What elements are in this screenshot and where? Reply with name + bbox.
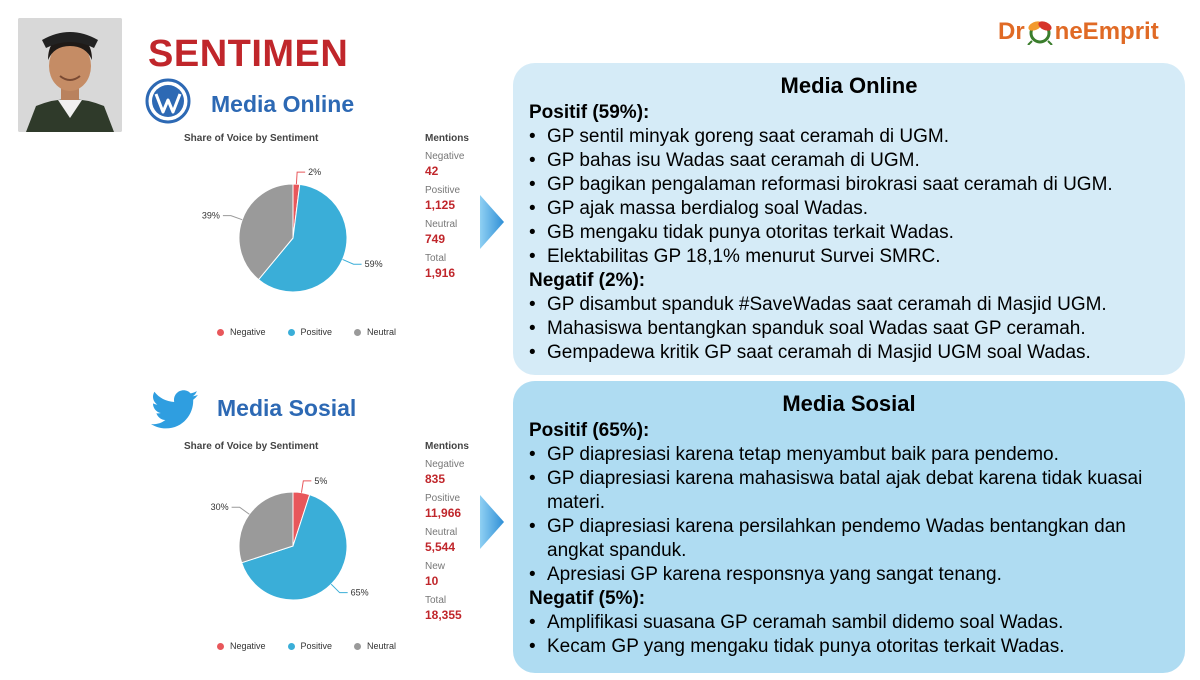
drone-emprit-logo	[998, 18, 1159, 46]
pie-leader-line-positive	[331, 584, 347, 592]
negative-list-sosial	[529, 611, 1169, 659]
mention-label: Positive	[425, 493, 461, 504]
legend-dot-positive	[288, 643, 295, 650]
legend-sosial	[217, 641, 396, 651]
mention-label: Negative	[425, 459, 465, 470]
mention-value: 5,544	[425, 540, 456, 554]
list-item: • GP bahas isu Wadas saat ceramah di UGM.	[529, 149, 1169, 173]
legend-online	[217, 327, 396, 337]
list-item: • Gempadewa kritik GP saat ceramah di Masjid UGM soal Wadas.	[529, 341, 1169, 365]
pie-label-positive: 65%	[350, 587, 369, 598]
arrow-right-icon	[478, 493, 506, 551]
avatar	[18, 18, 122, 132]
list-item: • Amplifikasi suasana GP ceramah sambil didemo soal Wadas.	[529, 611, 1169, 635]
positive-heading-sosial: Positif (65%):	[529, 420, 650, 441]
legend-item-negative	[217, 327, 266, 337]
logo-text-pre: Dr	[998, 18, 1025, 45]
pie-chart-online	[190, 162, 390, 312]
pie-leader-line-neutral	[232, 507, 250, 514]
legend-dot-negative	[217, 329, 224, 336]
list-item: • Elektabilitas GP 18,1% menurut Survei SMRC.	[529, 245, 1169, 269]
box-title-sosial: Media Sosial	[782, 391, 916, 416]
pie-leader-line-positive	[343, 259, 362, 264]
list-item: • GP sentil minyak goreng saat ceramah di UGM.	[529, 125, 1169, 149]
wordpress-icon	[145, 78, 191, 124]
list-item: • Apresiasi GP karena responsnya yang sangat tenang.	[529, 563, 1169, 587]
positive-list-online	[529, 125, 1169, 269]
list-item: • Mahasiswa bentangkan spanduk soal Wadas saat GP ceramah.	[529, 317, 1169, 341]
legend-dot-positive	[288, 329, 295, 336]
twitter-icon	[150, 390, 200, 430]
pie-label-positive: 59%	[364, 259, 383, 270]
mention-label: Total	[425, 595, 447, 606]
legend-item-positive	[288, 327, 333, 337]
pie-label-negative: 5%	[314, 475, 328, 486]
mentions-header: Mentions	[425, 133, 469, 144]
media-sosial-box	[513, 381, 1185, 673]
mention-label: Negative	[425, 151, 465, 162]
mention-value: 10	[425, 574, 439, 588]
pie-label-neutral: 39%	[201, 210, 220, 221]
chart-title-online: Share of Voice by Sentiment	[184, 133, 319, 144]
legend-label: Negative	[230, 327, 266, 337]
list-item: • GP disambut spanduk #SaveWadas saat ceramah di Masjid UGM.	[529, 293, 1169, 317]
mention-value: 18,355	[425, 608, 462, 622]
chart-title-sosial: Share of Voice by Sentiment	[184, 441, 319, 452]
pie-chart-sosial	[190, 470, 390, 620]
arrow-right-icon	[478, 193, 506, 251]
media-online-box	[513, 63, 1185, 375]
list-item: • GP diapresiasi karena persilahkan pendemo Wadas bentangkan dan angkat spanduk.	[529, 515, 1169, 563]
mention-label: Neutral	[425, 219, 458, 230]
list-item: • GP ajak massa berdialog soal Wadas.	[529, 197, 1169, 221]
mention-value: 1,125	[425, 198, 456, 212]
negative-heading-online: Negatif (2%):	[529, 270, 646, 291]
positive-heading-online: Positif (59%):	[529, 102, 650, 123]
box-title-online: Media Online	[780, 73, 918, 98]
mention-value: 11,966	[425, 506, 462, 520]
pie-label-negative: 2%	[308, 167, 322, 178]
mention-value: 42	[425, 164, 439, 178]
section-label-online: Media Online	[211, 91, 355, 117]
legend-label: Negative	[230, 641, 266, 651]
list-item: • GB mengaku tidak punya otoritas terkait Wadas.	[529, 221, 1169, 245]
pie-label-neutral: 30%	[210, 502, 229, 513]
legend-item-negative	[217, 641, 266, 651]
person-portrait-icon	[18, 18, 122, 132]
positive-list-sosial	[529, 443, 1169, 587]
pie-leader-line-neutral	[223, 216, 242, 220]
legend-label: Positive	[300, 327, 333, 337]
pie-leader-line-negative	[301, 481, 311, 493]
mention-value: 1,916	[425, 266, 456, 280]
legend-dot-negative	[217, 643, 224, 650]
mentions-header: Mentions	[425, 441, 469, 452]
legend-dot-neutral	[354, 329, 361, 336]
legend-label: Neutral	[367, 327, 397, 337]
list-item: • GP bagikan pengalaman reformasi birokrasi saat ceramah di UGM.	[529, 173, 1169, 197]
mention-value: 749	[425, 232, 446, 246]
legend-label: Positive	[300, 641, 333, 651]
legend-item-neutral	[354, 327, 396, 337]
negative-heading-sosial: Negatif (5%):	[529, 588, 646, 609]
legend-dot-neutral	[354, 643, 361, 650]
list-item: • GP diapresiasi karena mahasiswa batal ajak debat karena tidak kuasai materi.	[529, 467, 1169, 515]
mention-label: New	[425, 561, 446, 572]
mention-value: 835	[425, 472, 446, 486]
list-item: • GP diapresiasi karena tetap menyambut baik para pendemo.	[529, 443, 1169, 467]
legend-item-neutral	[354, 641, 396, 651]
legend-item-positive	[288, 641, 333, 651]
list-item: • Kecam GP yang mengaku tidak punya otoritas terkait Wadas.	[529, 635, 1169, 659]
legend-label: Neutral	[367, 641, 397, 651]
negative-list-online	[529, 293, 1169, 365]
mention-label: Neutral	[425, 527, 458, 538]
pie-leader-line-negative	[296, 172, 305, 184]
mention-label: Positive	[425, 185, 461, 196]
section-label-sosial: Media Sosial	[217, 395, 357, 421]
mention-label: Total	[425, 253, 447, 264]
insect-logo-icon	[1026, 19, 1054, 45]
logo-text-post: neEmprit	[1054, 18, 1159, 45]
page-title: SENTIMEN	[148, 33, 349, 75]
